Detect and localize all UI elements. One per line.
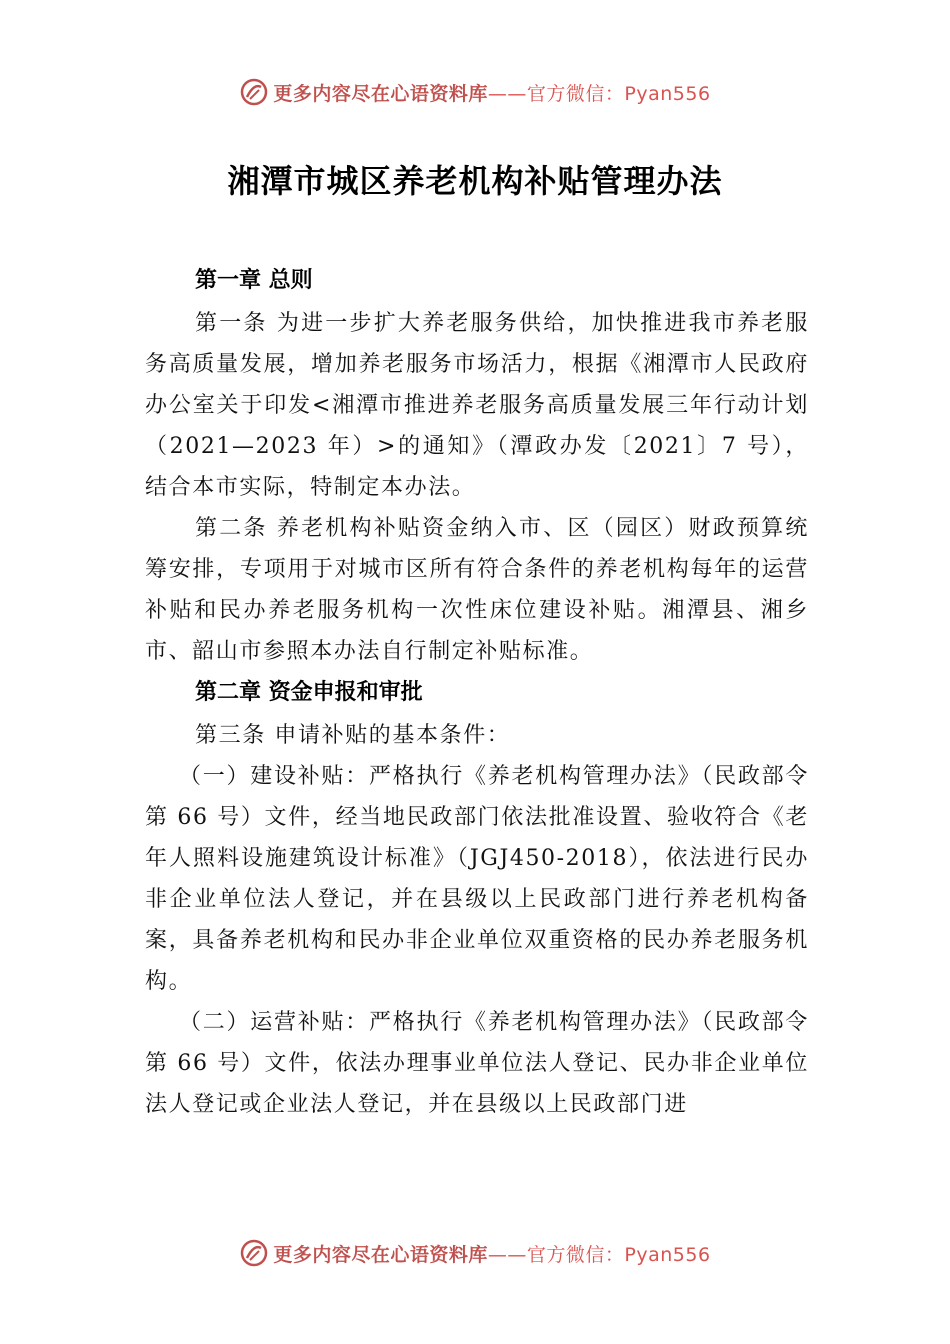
banner-text: 更多内容尽在心语资料库——官方微信：Pyan556 [273,1243,711,1266]
chapter-2-heading: 第二章 资金申报和审批 [195,680,423,705]
banner-text: 更多内容尽在心语资料库——官方微信：Pyan556 [273,82,711,105]
brand-logo-icon [239,77,269,107]
footer-banner [0,1231,950,1275]
header-banner [0,70,950,114]
article-3-item-2: （二）运营补贴：严格执行《养老机构管理办法》（民政部令第 66 号）文件，依法办理事业单位法人登记、民办非企业单位法人登记或企业法人登记，并在县级以上民政部门进 [145,1010,809,1117]
document-body [145,260,809,1125]
article-3: 第三条 申请补贴的基本条件： [195,723,511,748]
chapter-1-heading: 第一章 总则 [195,268,313,293]
brand-logo-icon [239,1238,269,1268]
article-3-item-1: （一）建设补贴：严格执行《养老机构管理办法》（民政部令第 66 号）文件，经当地民政部门依法批准设置、验收符合《老年人照料设施建筑设计标准》（JGJ450-2018），依法进行民办非企业单位法人登记，并在县级以上民政部门进行养老机构备案，具备养老机构和民办非企业单位双重资格的民办养老服务机构。 [145,764,809,994]
document-title: 湘潭市城区养老机构补贴管理办法 [227,162,723,200]
article-2: 第二条 养老机构补贴资金纳入市、区（园区）财政预算统筹安排，专项用于对城市区所有符合条件的养老机构每年的运营补贴和民办养老服务机构一次性床位建设补贴。湘潭县、湘乡市、韶山市参照本办法自行制定补贴标准。 [145,516,809,664]
article-1: 第一条 为进一步扩大养老服务供给，加快推进我市养老服务高质量发展，增加养老服务市场活力，根据《湘潭市人民政府办公室关于印发<湘潭市推进养老服务高质量发展三年行动计划（2021—2023 年）>的通知》（潭政办发〔2021〕7 号），结合本市实际，特制定本办法。 [145,311,809,500]
